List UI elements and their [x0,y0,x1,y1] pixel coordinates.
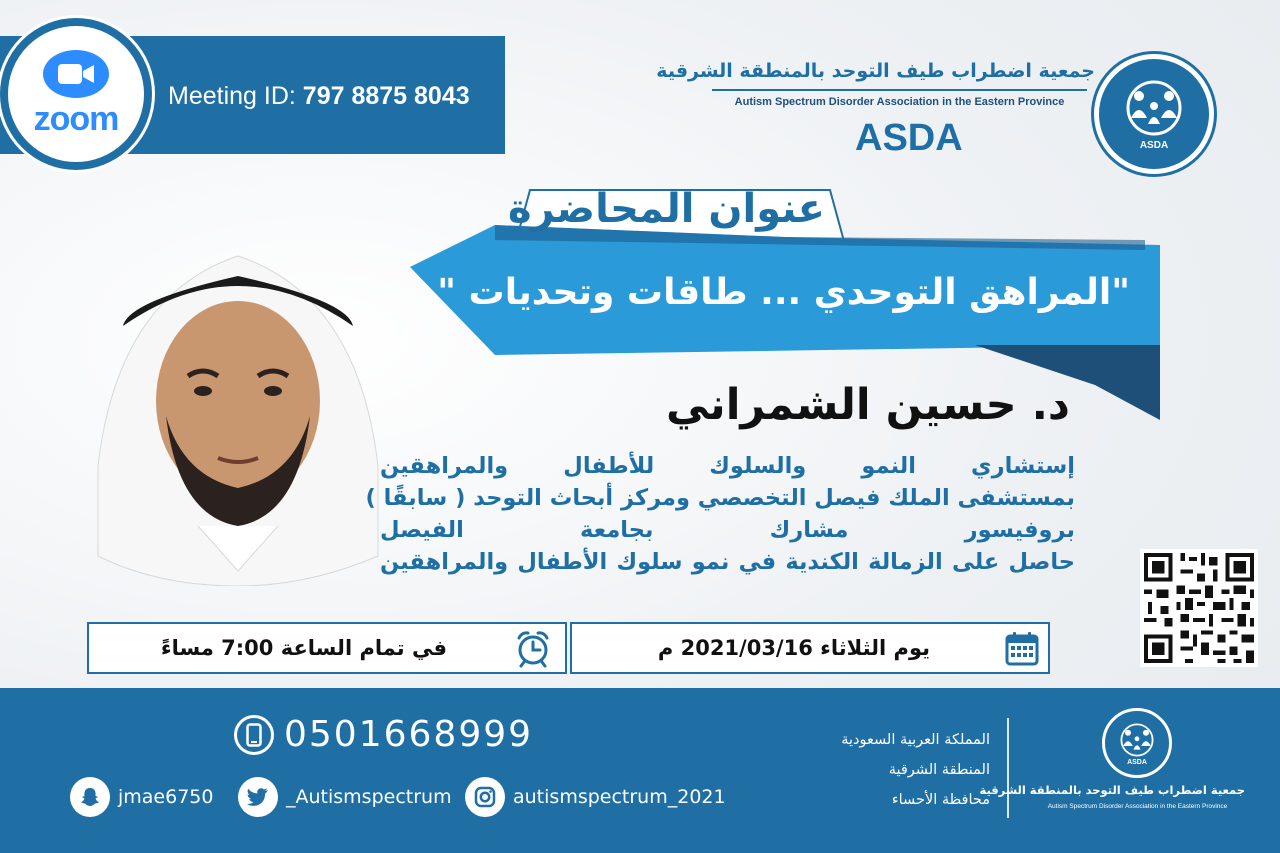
footer-location [790,725,990,815]
instagram-handle: autismspectrum_2021 [513,786,726,808]
speaker-bio [365,450,1075,578]
bio-line: بمستشفى الملك فيصل التخصصي ومركز أبحاث التوحد ( سابقًا ) [365,485,1075,511]
header-divider [712,89,1087,91]
asda-logo [1094,54,1214,174]
association-name-ar: جمعية اضطراب طيف التوحد بالمنطقة الشرقية [656,60,1095,82]
calendar-icon [1002,628,1042,668]
twitter-handle: _Autismspectrum [286,786,452,808]
footer-asda-logo [1102,708,1172,778]
logo-tag: ASDA [1139,139,1169,151]
footer-association-name-en: Autism Spectrum Disorder Association in the Eastern Province [1047,803,1228,810]
lecture-title: "المراهق التوحدي ... طاقات وتحديات " [437,272,1130,313]
bio-line: إستشاري النمو والسلوك للأطفال والمراهقين [380,453,1075,479]
family-icon [1119,78,1189,138]
date-text: يوم الثلاثاء 2021/03/16 م [657,636,930,660]
phone-contact[interactable] [234,714,533,755]
phone-number: 0501668999 [284,714,534,755]
location-governorate: محافظة الأحساء [891,792,990,808]
bio-line: بروفيسور مشارك بجامعة الفيصل [380,517,1075,543]
bio-line: حاصل على الزمالة الكندية في نمو سلوك الأطفال والمراهقين [380,549,1075,575]
phone-icon [234,715,274,755]
instagram-link[interactable] [465,777,726,817]
qr-code[interactable] [1140,549,1258,667]
zoom-wordmark: zoom [33,99,119,138]
zoom-logo [0,18,152,170]
family-icon [1116,721,1158,759]
location-region: المنطقة الشرقية [888,762,990,778]
alarm-clock-icon [513,628,553,668]
twitter-icon [238,777,278,817]
meeting-id-value: 797 8875 8043 [302,82,470,110]
time-text: في تمام الساعة 7:00 مساءً [160,636,447,660]
footer-logo-tag: ASDA [1127,758,1147,766]
footer-association-name-ar: جمعية اضطراب طيف التوحد بالمنطقة الشرقية [979,783,1245,797]
lecture-label: عنوان المحاضرة [507,186,825,232]
time-box [87,622,567,674]
footer-divider [1007,718,1009,818]
association-abbreviation: ASDA [855,117,963,159]
twitter-link[interactable] [238,777,452,817]
meeting-id [168,82,470,111]
speaker-photo [78,226,398,586]
video-camera-icon [43,50,109,98]
snapchat-link[interactable] [70,777,213,817]
snapchat-icon [70,777,110,817]
location-country: المملكة العربية السعودية [841,732,990,748]
footer [0,688,1280,853]
instagram-icon [465,777,505,817]
date-box [570,622,1050,674]
snapchat-handle: jmae6750 [118,786,214,808]
meeting-id-label: Meeting ID: [168,82,296,110]
speaker-name: د. حسين الشمراني [666,380,1070,430]
association-name-en: Autism Spectrum Disorder Association in the Eastern Province [734,96,1065,108]
